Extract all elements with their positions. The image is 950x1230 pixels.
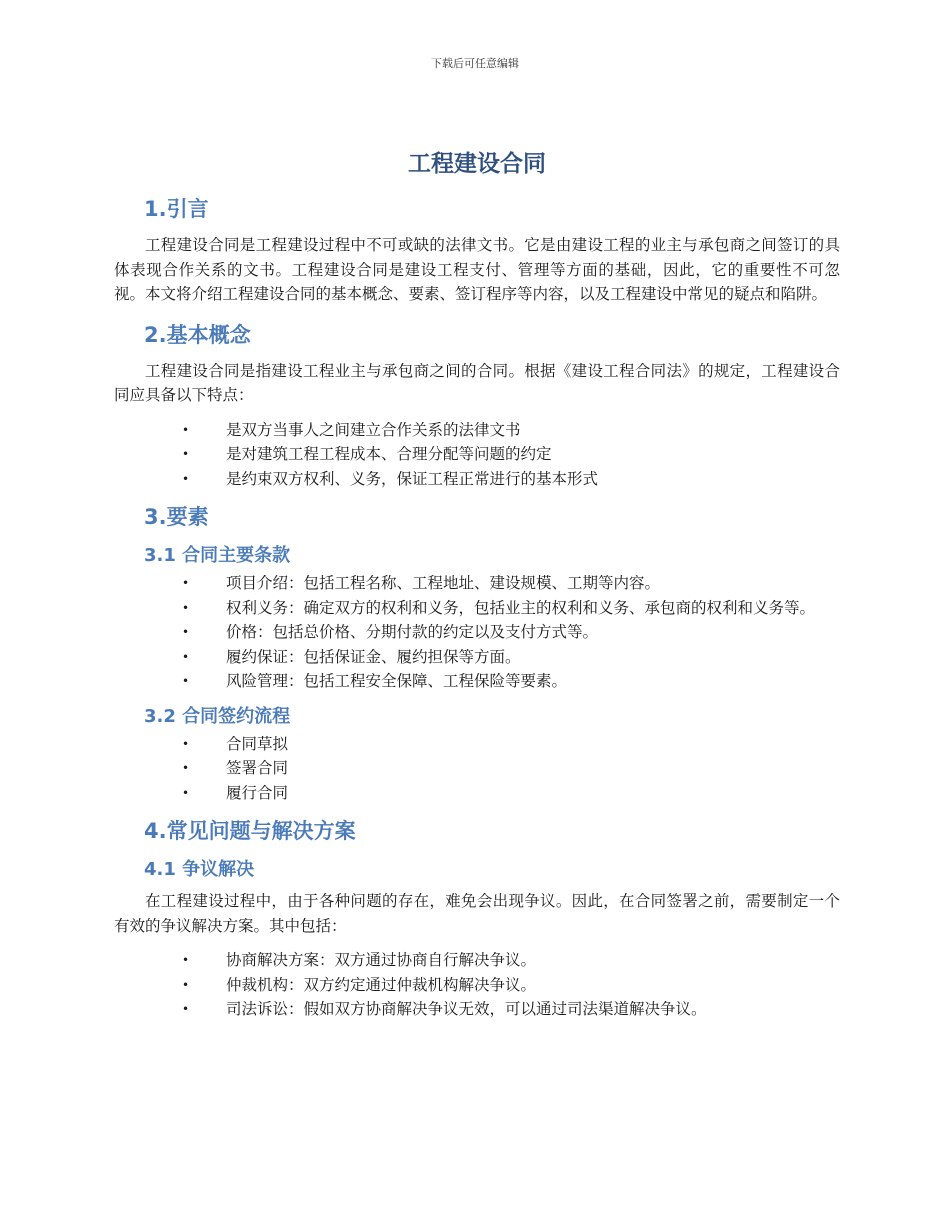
list-item: • 风险管理：包括工程安全保障、工程保险等要素。 — [114, 669, 840, 694]
section-heading-elements: 3.要素 — [144, 505, 209, 529]
bullet-icon: • — [182, 576, 190, 590]
bullet-icon: • — [182, 674, 190, 688]
bullet-icon: • — [182, 736, 190, 751]
list-item: • 履行合同 — [114, 781, 840, 806]
subsection-heading-dispute-resolution: 4.1 争议解决 — [144, 859, 255, 880]
bullet-icon: • — [182, 600, 190, 615]
list-item: • 价格：包括总价格、分期付款的约定以及支付方式等。 — [114, 620, 840, 645]
bullet-icon: • — [182, 649, 190, 664]
list-item: • 协商解决方案：双方通过协商自行解决争议。 — [114, 948, 840, 973]
list-item: • 仲裁机构：双方约定通过仲裁机构解决争议。 — [114, 973, 840, 998]
list-item: • 司法诉讼：假如双方协商解决争议无效，可以通过司法渠道解决争议。 — [114, 997, 840, 1022]
section-heading-concepts: 2.基本概念 — [144, 322, 251, 347]
bullet-icon: • — [182, 761, 190, 775]
list-item: • 是约束双方权利、义务，保证工程正常进行的基本形式 — [114, 467, 840, 492]
intro-paragraph: 工程建设合同是工程建设过程中不可或缺的法律文书。它是由建设工程的业主与承包商之间签订的具体表现合作关系的文书。工程建设合同是建设工程支付、管理等方面的基础，因此，它的重要性不可忽视。本文将介绍工程建设合同的基本概念、要素、签订程序等内容，以及工程建设中常见的疑点和陷阱。 — [114, 236, 840, 303]
bullet-icon: • — [182, 785, 190, 800]
list-item: • 项目介绍：包括工程名称、工程地址、建设规模、工期等内容。 — [114, 571, 840, 596]
main-terms-list — [114, 571, 840, 694]
section-heading-intro: 1.引言 — [144, 197, 209, 221]
document-body — [114, 145, 840, 1030]
bullet-icon: • — [182, 471, 190, 486]
list-item: • 履约保证：包括保证金、履约担保等方面。 — [114, 645, 840, 670]
concepts-list — [114, 418, 840, 492]
bullet-icon: • — [182, 953, 190, 967]
page-header: 下载后可任意编辑 — [431, 57, 519, 70]
bullet-icon: • — [182, 422, 190, 437]
list-item: • 是双方当事人之间建立合作关系的法律文书 — [114, 418, 840, 443]
dispute-list — [114, 948, 840, 1022]
subsection-heading-main-terms: 3.1 合同主要条款 — [144, 545, 291, 566]
bullet-icon: • — [182, 977, 190, 992]
section-heading-issues: 4.常见问题与解决方案 — [144, 819, 356, 843]
signing-process-list — [114, 732, 840, 806]
subsection-heading-signing-process: 3.2 合同签约流程 — [144, 705, 291, 727]
bullet-icon: • — [182, 1002, 190, 1016]
concepts-paragraph: 工程建设合同是指建设工程业主与承包商之间的合同。根据《建设工程合同法》的规定，工程建设合同应具备以下特点： — [114, 361, 840, 404]
bullet-icon: • — [182, 447, 190, 461]
list-item: • 签署合同 — [114, 756, 840, 781]
document-title: 工程建设合同 — [408, 151, 546, 177]
bullet-icon: • — [182, 625, 190, 639]
list-item: • 合同草拟 — [114, 732, 840, 757]
list-item: • 权利义务：确定双方的权利和义务，包括业主的权利和义务、承包商的权利和义务等。 — [114, 596, 840, 621]
dispute-paragraph: 在工程建设过程中，由于各种问题的存在，难免会出现争议。因此，在合同签署之前，需要制定一个有效的争议解决方案。其中包括： — [114, 892, 840, 935]
list-item: • 是对建筑工程工程成本、合理分配等问题的约定 — [114, 442, 840, 467]
